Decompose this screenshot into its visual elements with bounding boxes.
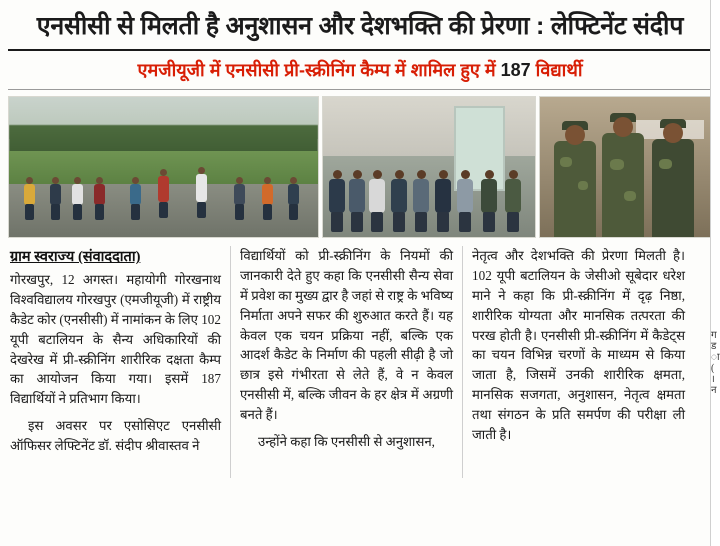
runner-figure	[49, 177, 61, 221]
runner-figure	[157, 169, 169, 221]
runner-figure	[129, 177, 141, 221]
runner-figure	[261, 177, 273, 221]
person-figure	[413, 170, 429, 232]
person-figure	[457, 170, 473, 232]
runner-figure	[287, 177, 299, 221]
photo-army-officers	[539, 96, 713, 238]
runner-figure	[71, 177, 83, 221]
paragraph: उन्होंने कहा कि एनसीसी से अनुशासन,	[258, 433, 435, 449]
photo-running-track	[8, 96, 319, 238]
person-figure	[435, 170, 451, 232]
person-figure	[349, 170, 365, 232]
page-edge-text: ग ड ा ( । न	[711, 330, 720, 396]
page-title: एनसीसी से मिलती है अनुशासन और देशभक्ति की प्रेरणा : लेफ्टिनेंट संदीप	[36, 12, 684, 40]
column-3	[462, 246, 694, 478]
officer-figure	[652, 139, 694, 237]
headline-area	[0, 0, 720, 41]
subheadline-text-start: एमजीयूजी में एनसीसी प्री-स्क्रीनिंग कैम्प में शामिल हुए में	[137, 59, 501, 80]
paragraph: विद्यार्थियों को प्री-स्क्रीनिंग के नियमों की जानकारी देते हुए कहा कि एनसीसी सैन्य सेवा में प्रवेश का मुख्य द्वार है जहां से राष्ट्र के भविष्य निर्माता अपने सफर की शुरुआत करते हैं। यह केवल एक चयन प्रक्रिया नहीं, बल्कि एक आदर्श कैडेट के निर्माण की पहली सीढ़ी है जो छात्र इसे गंभीरता से लेते हैं, वे न केवल एनसीसी में, बल्कि जीवन के हर क्षेत्र में अग्रणी बनते हैं।	[240, 248, 453, 422]
person-figure	[391, 170, 407, 232]
column-2	[230, 246, 462, 478]
photo-strip	[8, 96, 712, 238]
photo-indoor-queue	[322, 96, 535, 238]
column-1	[8, 246, 230, 478]
subheadline	[0, 51, 720, 90]
subheadline-text-end: विद्यार्थी	[530, 59, 583, 80]
person-figure	[505, 170, 521, 232]
article-body	[8, 246, 712, 478]
paragraph: नेतृत्व और देशभक्ति की प्रेरणा मिलती है। 102 यूपी बटालियन के जेसीओ सूबेदार धरेश माने ने कहा कि प्री-स्क्रीनिंग में दृढ़ निष्ठा, शारीरिक योग्यता और मानसिक तत्परता की परख होती है। एनसीसी प्री-स्क्रीनिंग में कैडेट्स का चयन विभिन्न चरणों के माध्यम से किया जाता है, जिसमें उनकी शारीरिक क्षमता, मानसिक सजगता, अनुशासन, नेतृत्व क्षमता तथा संगठन के प्रति समर्पण की परीक्षा ली जाती है।	[472, 248, 685, 442]
runner-figure	[233, 177, 245, 221]
participant-count: 187	[500, 59, 531, 80]
subheadline-divider	[8, 89, 712, 90]
page-edge-strip	[710, 0, 720, 546]
person-figure	[481, 170, 497, 232]
runner-figure	[93, 177, 105, 221]
person-figure	[369, 170, 385, 232]
paragraph: गोरखपुर, 12 अगस्त। महायोगी गोरखनाथ विश्वविद्यालय गोरखपुर (एमजीयूजी) में राष्ट्रीय कैडेट कोर (एनसीसी) में नामांकन के लिए 102 यूपी बटालियन के सैन्य अधिकारियों की देखरेख में प्री-स्क्रीनिंग शारीरिक दक्षता कैम्प का आयोजन किया गया। इसमें 187 विद्यार्थियों ने प्रतिभाग किया।	[10, 272, 221, 407]
byline: ग्राम स्वराज्य (संवाददाता)	[10, 249, 141, 266]
runner-figure	[23, 177, 35, 221]
person-figure	[329, 170, 345, 232]
runner-figure	[195, 167, 207, 221]
officer-figure	[602, 133, 644, 237]
officer-figure	[554, 141, 596, 237]
paragraph: इस अवसर पर एसोसिएट एनसीसी ऑफिसर लेफ्टिनेंट डॉ. संदीप श्रीवास्तव ने	[10, 417, 221, 453]
